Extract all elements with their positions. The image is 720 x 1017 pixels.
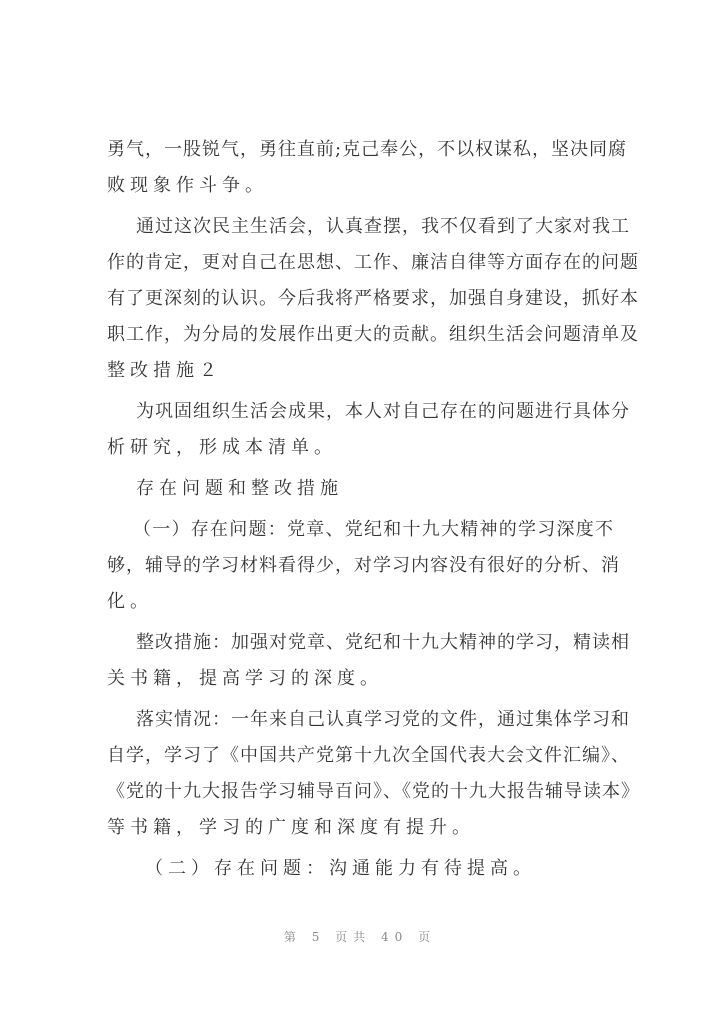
paragraph-line: 够，辅导的学习材料看得少，对学习内容没有很好的分析、消 (107, 555, 620, 576)
paragraph-line: 整改措施２ (107, 360, 222, 381)
paragraph-line: 作的肯定，更对自己在思想、工作、廉洁自律等方面存在的问题 (107, 252, 639, 273)
paragraph-line: 勇气，一股锐气，勇往直前;克己奉公，不以权谋私，坚决同腐 (107, 139, 628, 160)
paragraph-line: 为巩固组织生活会成果，本人对自己存在的问题进行具体分 (136, 401, 630, 422)
paragraph-line: 有了更深刻的认识。今后我将严格要求，加强自身建设，抓好本 (107, 288, 639, 309)
paragraph-line: 落实情况：一年来自己认真学习党的文件，通过集体学习和 (136, 709, 630, 730)
paragraph-line: （二）存在问题：沟通能力有待提高。 (145, 858, 536, 879)
paragraph-line: 整改措施：加强对党章、党纪和十九大精神的学习，精读相 (136, 632, 630, 653)
paragraph-line: 析研究，形成本清单。 (107, 437, 337, 458)
paragraph-line: 职工作，为分局的发展作出更大的贡献。组织生活会问题清单及 (107, 324, 639, 345)
paragraph-line: 化。 (107, 591, 153, 612)
paragraph-line: 等书籍，学习的广度和深度有提升。 (107, 817, 475, 838)
page-footer: 第 5 页共 40 页 (283, 930, 437, 944)
paragraph-line: （一）存在问题：党章、党纪和十九大精神的学习深度不 (133, 519, 614, 540)
paragraph-line: 自学，学习了《中国共产党第十九次全国代表大会文件汇编》、 (107, 745, 630, 766)
paragraph-line: 败现象作斗争。 (107, 175, 268, 196)
paragraph-line: 关书籍，提高学习的深度。 (107, 668, 383, 689)
paragraph-line: 存在问题和整改措施 (136, 478, 343, 499)
paragraph-line: 《党的十九大报告学习辅导百问》、《党的十九大报告辅导读本》 (107, 781, 640, 802)
paragraph-line: 通过这次民主生活会，认真查摆，我不仅看到了大家对我工 (136, 216, 630, 237)
